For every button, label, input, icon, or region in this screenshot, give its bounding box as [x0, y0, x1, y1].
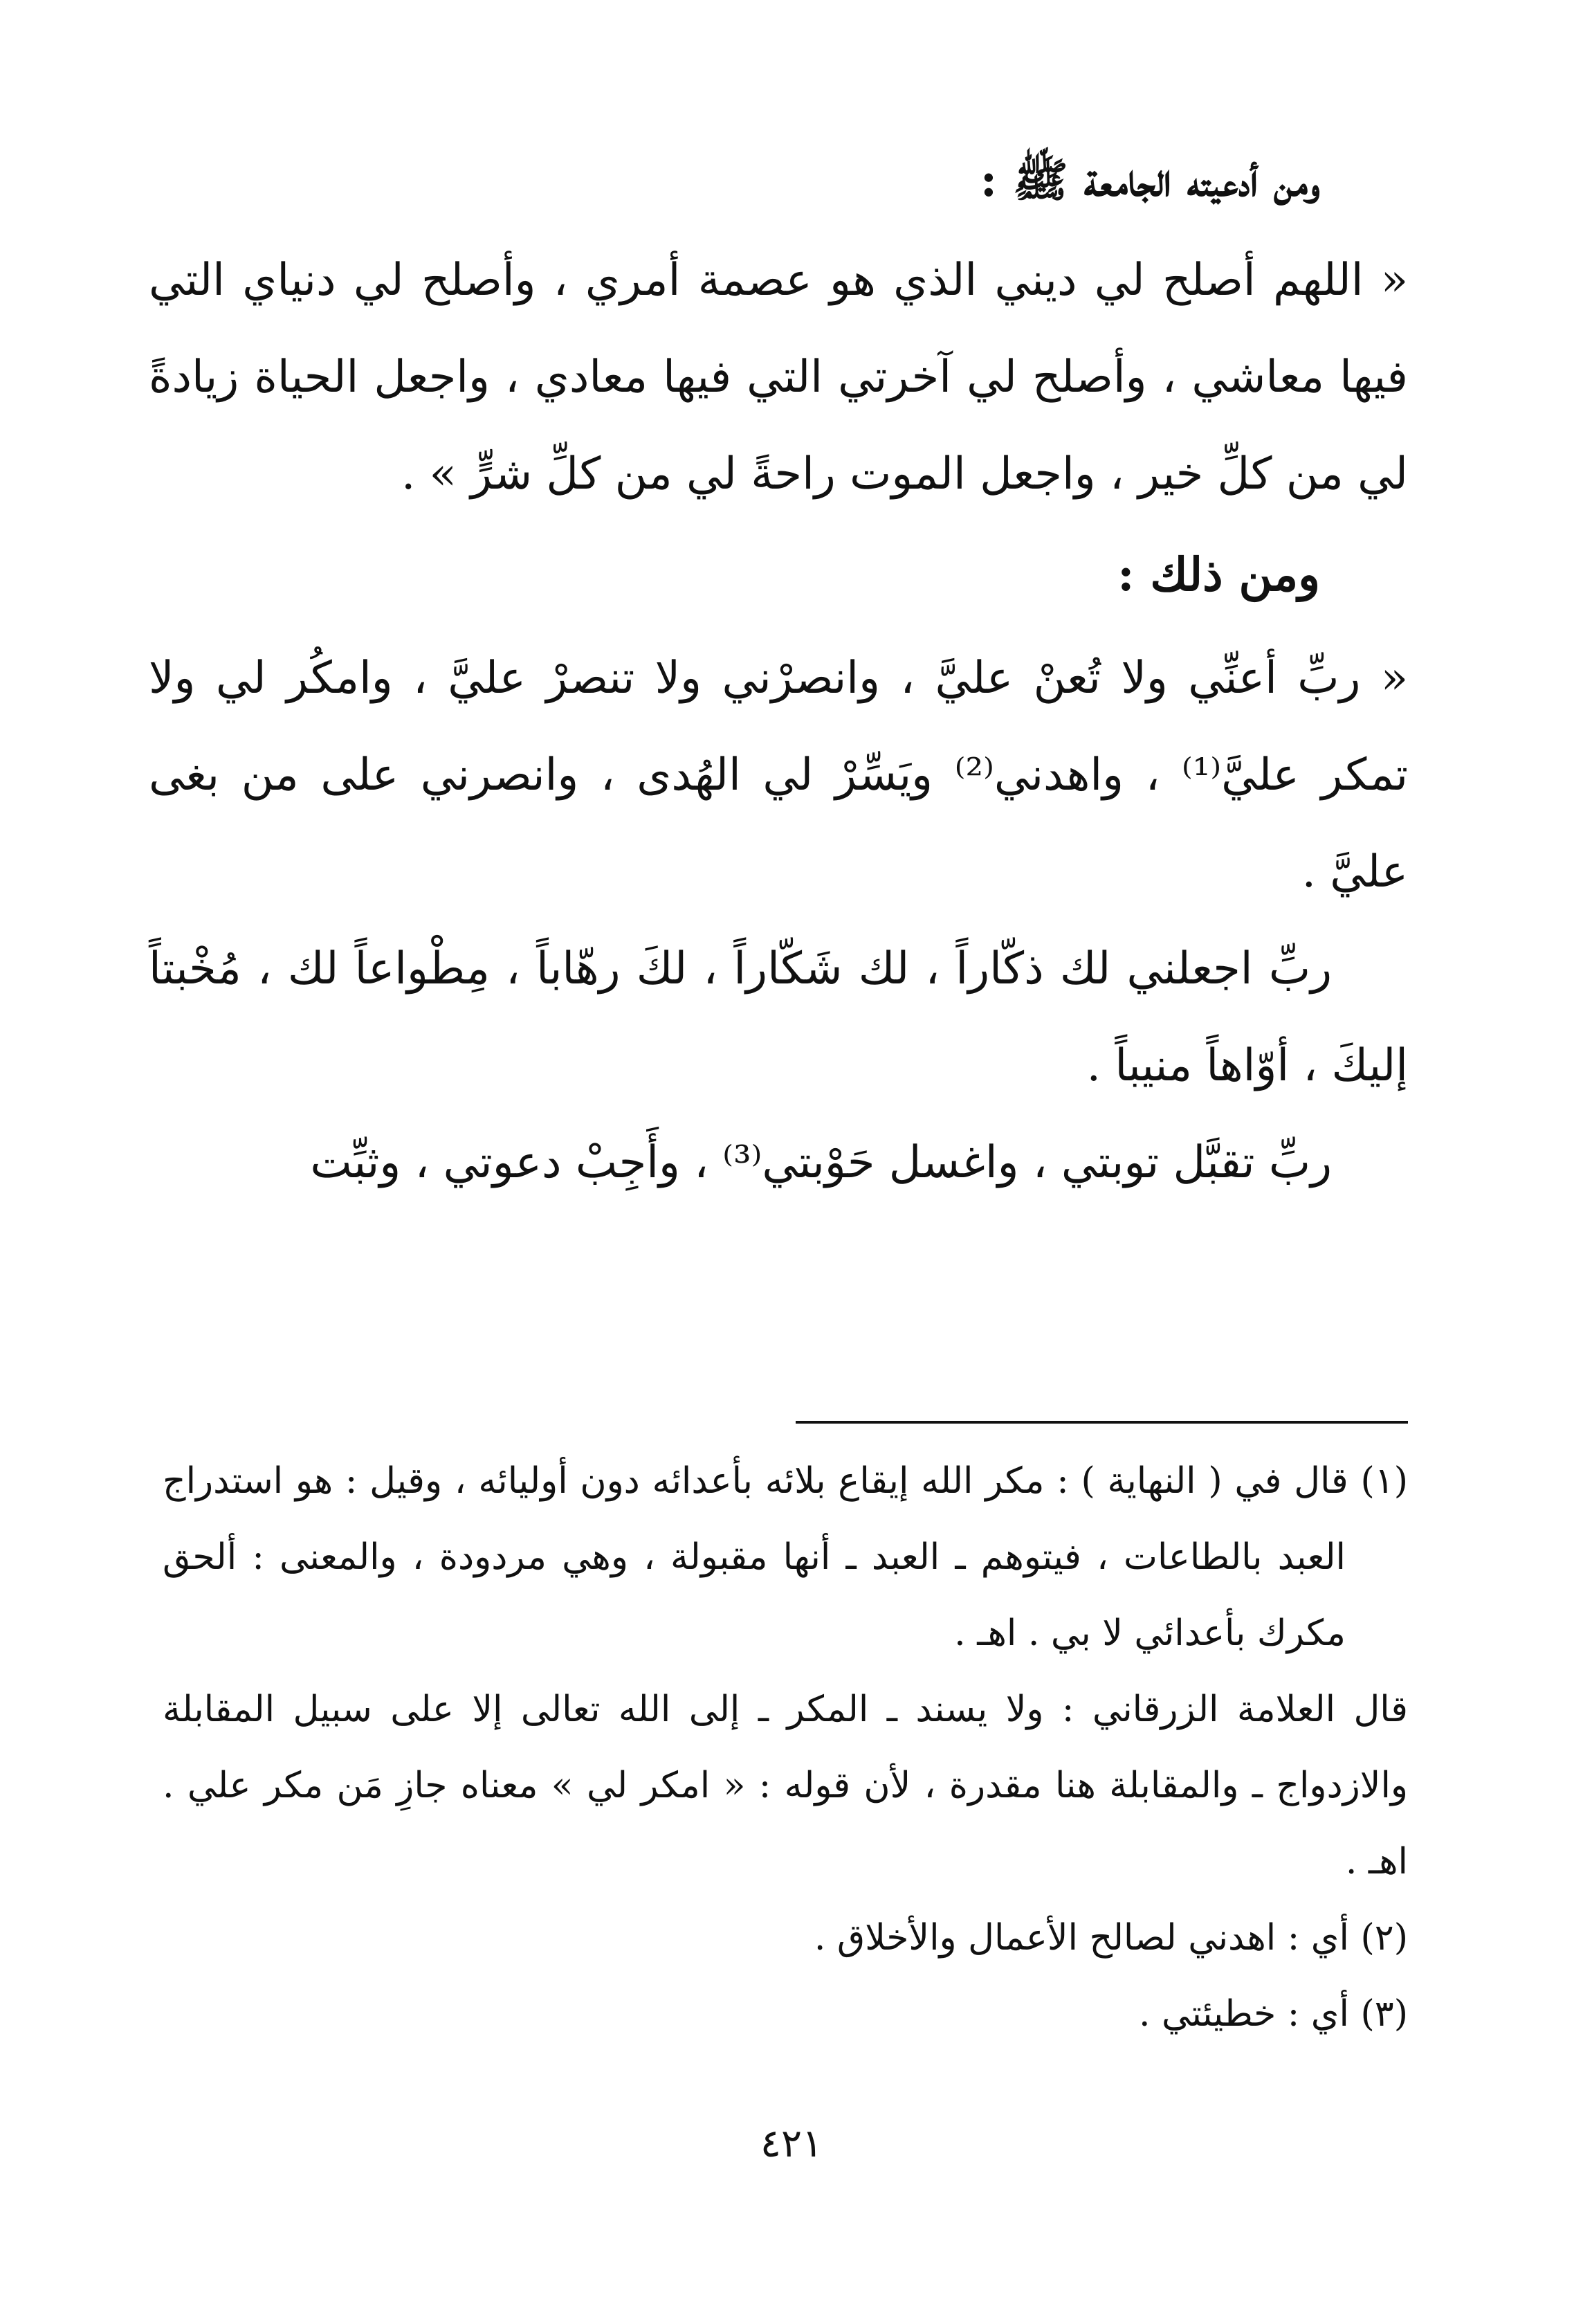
prayer-block-2 [149, 630, 1408, 1211]
footnote-1: (١) قال في ( النهاية ) : مكر الله إيقاع بلائه بأعدائه دون أوليائه ، وقيل : هو استدراج العبد بالطاعات ، فيتوهم ـ العبد ـ أنها مقبولة ، وهي مردودة ، والمعنى : ألحق مكرك بأعدائي لا بي . اهـ . [163, 1460, 1408, 1654]
page-number: ٤٢١ [760, 2121, 823, 2166]
prayer-text: « اللهم أصلح لي ديني الذي هو عصمة أمري ، وأصلح لي دنياي التي فيها معاشي ، وأصلح لي آخرتي التي فيها معادي ، واجعل الحياة زيادةً لي من كلِّ خير ، واجعل الموت راحةً لي من كلِّ شرٍّ » . [149, 255, 1409, 500]
footnote-3: (٣) أي : خطيئتي . [1138, 1993, 1408, 2035]
footnote-1-continuation: قال العلامة الزرقاني : ولا يسند ـ المكر ـ إلى الله تعالى إلا على سبيل المقابلة والازدواج ـ والمقابلة هنا مقدرة ، لأن قوله : « امكر لي » معناه جازِ مَن مكر علي . اهـ . [163, 1689, 1408, 1882]
prayer-paragraph-rabbi-taqabbal: ربِّ تقبَّل توبتي ، واغسل حَوْبتي⁽³⁾ ، وأَجِبْ دعوتي ، وثبِّت [310, 1137, 1332, 1188]
footnotes [163, 1443, 1408, 2052]
prayer-paragraph-rabbi-ijalni: ربِّ اجعلني لك ذكّاراً ، لك شَكّاراً ، لكَ رهّاباً ، مِطْواعاً لك ، مُخْبتاً إليكَ ، أوّاهاً منيباً . [149, 943, 1408, 1091]
prayer-paragraph-rabbi-ainni: « ربِّ أعنِّي ولا تُعنْ عليَّ ، وانصرْني ولا تنصرْ عليَّ ، وامكُر لي ولا تمكر عليَّ⁽¹⁾ ، واهدني⁽²⁾ ويَسِّرْ لي الهُدى ، وانصرني على من بغى عليَّ . [149, 653, 1409, 898]
prayer-paragraph-1 [149, 232, 1408, 523]
footnote-divider [796, 1421, 1408, 1424]
section-heading-jami-prayers: ومن أدعيته الجامعة ﷺ : [980, 153, 1320, 207]
footnote-2: (٢) أي : اهدني لصالح الأعمال والأخلاق . [814, 1917, 1408, 1959]
section-heading-min-dhalik: ومن ذلك : [1117, 547, 1320, 601]
